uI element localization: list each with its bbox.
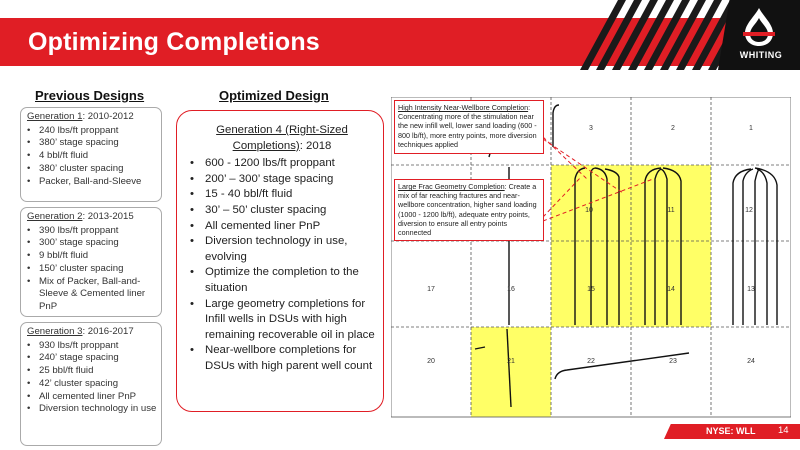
cell-number: 17 xyxy=(427,286,435,293)
list-item: • 240 lbs/ft proppant xyxy=(27,125,157,138)
list-item: • 200’ – 300’ stage spacing xyxy=(189,172,375,188)
list-item: • All cemented liner PnP xyxy=(189,219,375,235)
cell-number: 21 xyxy=(507,358,515,365)
list-item: • 25 bbl/ft fluid xyxy=(27,365,157,378)
large-frac-callout-title: Large Frac Geometry Completion xyxy=(398,182,505,191)
list-item: • Mix of Packer, Ball-and-Sleeve & Cemented liner PnP xyxy=(27,276,157,314)
generation-3-years: : 2016-2017 xyxy=(82,326,134,337)
cell-number: 23 xyxy=(669,358,677,365)
generation-2-label: Generation 2 xyxy=(27,211,83,222)
cell-number: 20 xyxy=(427,358,435,365)
generation-4-title xyxy=(189,123,375,154)
list-item: • 390 lbs/ft proppant xyxy=(27,225,157,238)
near-wellbore-callout-title: High Intensity Near-Wellbore Completion xyxy=(398,103,529,112)
cell-number: 3 xyxy=(589,125,593,132)
section-map xyxy=(391,97,791,419)
list-item: • All cemented liner PnP xyxy=(27,391,157,404)
cell-number: 2 xyxy=(671,125,675,132)
cell-number: 22 xyxy=(587,358,595,365)
generation-1-years: : 2010-2012 xyxy=(82,111,134,122)
list-item: • Diversion technology in use, evolving xyxy=(189,234,375,265)
page-title: Optimizing Completions xyxy=(28,28,320,56)
optimized-design-heading: Optimized Design xyxy=(219,88,329,103)
generation-4-label: Generation 4 (Right-Sized Completions) xyxy=(216,124,348,152)
cell-number: 11 xyxy=(667,207,675,214)
generation-1-title xyxy=(27,111,157,124)
generation-1-box xyxy=(20,107,162,202)
list-item: • 930 lbs/ft proppant xyxy=(27,340,157,353)
list-item: • 150’ cluster spacing xyxy=(27,263,157,276)
generation-3-title xyxy=(27,326,157,339)
cell-number: 10 xyxy=(585,207,593,214)
generation-2-title xyxy=(27,211,157,224)
ticker-symbol: WLL xyxy=(733,426,756,436)
cell-number: 13 xyxy=(747,286,755,293)
list-item: • 42’ cluster spacing xyxy=(27,378,157,391)
list-item: • 4 bbl/ft fluid xyxy=(27,150,157,163)
list-item: • 240’ stage spacing xyxy=(27,352,157,365)
generation-1-label: Generation 1 xyxy=(27,111,83,122)
logo-text: WHITING xyxy=(739,50,783,60)
generation-2-list xyxy=(27,225,157,314)
list-item: • 9 bbl/ft fluid xyxy=(27,250,157,263)
list-item: • 380’ cluster spacing xyxy=(27,163,157,176)
cell-number: 1 xyxy=(749,125,753,132)
large-frac-callout-text: : Create a mix of far reaching fractures and near-wellbore concentration, higher sand loading (1000 - 1200 lb/ft), adequate entry points, diversion to ensure all entry points connected xyxy=(398,182,537,238)
near-wellbore-callout xyxy=(394,100,544,154)
cell-number: 15 xyxy=(587,286,595,293)
ticker xyxy=(706,426,756,436)
generation-4-year: : 2018 xyxy=(299,139,332,152)
list-item: • 30’ – 50’ cluster spacing xyxy=(189,203,375,219)
list-item: • Large geometry completions for Infill wells in DSUs with high remaining recoverable oil in place xyxy=(189,297,375,344)
generation-2-box xyxy=(20,207,162,317)
generation-2-years: : 2013-2015 xyxy=(82,211,134,222)
list-item: • Optimize the completion to the situation xyxy=(189,265,375,296)
list-item: • Packer, Ball-and-Sleeve xyxy=(27,176,157,189)
header xyxy=(0,0,800,70)
ticker-prefix: NYSE: xyxy=(706,426,734,436)
generation-3-box xyxy=(20,322,162,446)
list-item: • 15 - 40 bbl/ft fluid xyxy=(189,187,375,203)
large-frac-callout xyxy=(394,179,544,241)
near-wellbore-callout-text: : Concentrating more of the stimulation near the new infill well, lower sand loading (600 - 800 lb/ft), more entry points, more diversion techniques applied xyxy=(398,103,537,149)
cell-number: 16 xyxy=(507,286,515,293)
drop-logo-icon xyxy=(741,6,777,48)
cell-number: 14 xyxy=(667,286,675,293)
generation-1-list xyxy=(27,125,157,189)
cell-number: 24 xyxy=(747,358,755,365)
generation-3-label: Generation 3 xyxy=(27,326,83,337)
generation-3-list xyxy=(27,340,157,416)
list-item: • 300’ stage spacing xyxy=(27,237,157,250)
generation-4-box xyxy=(176,110,384,412)
generation-4-list xyxy=(189,156,375,374)
list-item: • 380’ stage spacing xyxy=(27,137,157,150)
list-item: • 600 - 1200 lbs/ft proppant xyxy=(189,156,375,172)
page-number: 14 xyxy=(778,425,789,436)
cell-number: 12 xyxy=(745,207,753,214)
previous-designs-heading: Previous Designs xyxy=(35,88,145,103)
list-item: • Diversion technology in use xyxy=(27,403,157,416)
list-item: • Near-wellbore completions for DSUs with high parent well count xyxy=(189,343,375,374)
